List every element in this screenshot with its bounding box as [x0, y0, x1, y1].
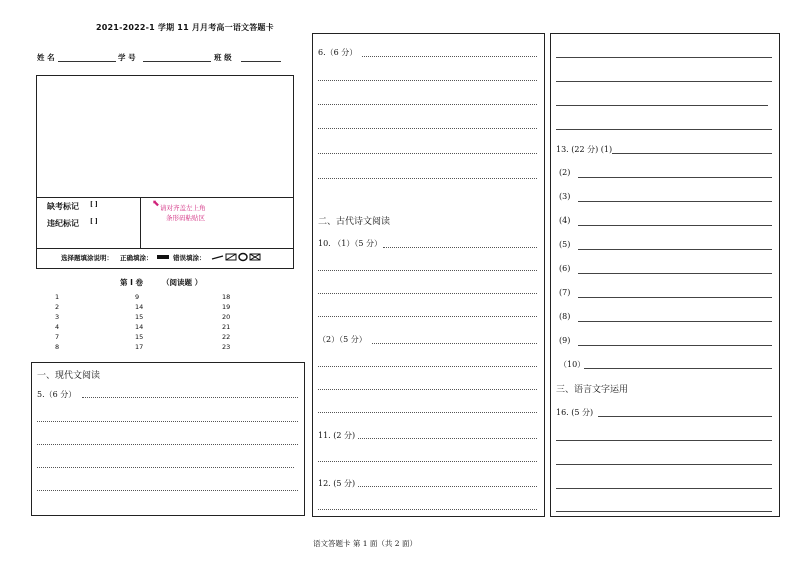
answer-line[interactable] — [578, 321, 772, 322]
answer-line[interactable] — [598, 416, 772, 417]
page-footer: 语文答题卡 第 1 面（共 2 面） — [313, 539, 417, 548]
q10-label: 10. （1）（5 分） — [318, 239, 382, 248]
photo-area — [36, 75, 294, 198]
barcode-note-1: 请对齐盖左上角 — [160, 204, 206, 212]
answer-line[interactable] — [318, 178, 537, 179]
middle-answer-box — [312, 33, 545, 517]
correct-fill-sample — [157, 255, 169, 259]
answer-line[interactable] — [318, 461, 537, 462]
name-field[interactable] — [58, 61, 116, 62]
choice-num: 17 — [135, 343, 144, 351]
answer-line[interactable] — [556, 511, 772, 512]
choice-num: 2 — [55, 303, 60, 311]
answer-line[interactable] — [556, 105, 768, 106]
q11-label: 11. (2 分) — [318, 431, 356, 440]
marks-divider-h — [36, 248, 294, 249]
section-heading: 第 I 卷 — [120, 278, 144, 287]
answer-line[interactable] — [372, 343, 537, 344]
answer-line[interactable] — [383, 247, 537, 248]
q12-label: 12. (5 分) — [318, 479, 356, 488]
modern-reading-box — [31, 362, 305, 516]
absent-box[interactable]: [ ] — [90, 201, 98, 208]
answer-line[interactable] — [556, 57, 772, 58]
choice-num: 22 — [222, 333, 231, 341]
answer-line[interactable] — [362, 56, 537, 57]
student-id-field[interactable] — [143, 61, 211, 62]
answer-line[interactable] — [82, 397, 298, 398]
answer-line[interactable] — [318, 316, 537, 317]
q13-sub-label: (2) — [559, 168, 571, 177]
answer-line[interactable] — [578, 225, 772, 226]
student-id-label: 学 号 — [118, 53, 136, 62]
choice-num: 15 — [135, 313, 144, 321]
answer-line[interactable] — [556, 81, 772, 82]
name-label: 姓 名 — [37, 53, 55, 62]
marks-divider — [140, 198, 141, 248]
answer-line[interactable] — [318, 293, 537, 294]
q16-label: 16. (5 分) — [556, 408, 594, 417]
answer-line[interactable] — [37, 490, 298, 491]
choice-num: 9 — [135, 293, 140, 301]
answer-line[interactable] — [556, 440, 772, 441]
choice-num: 20 — [222, 313, 231, 321]
q13-sub-label: (4) — [559, 216, 571, 225]
choice-num: 23 — [222, 343, 231, 351]
answer-line[interactable] — [578, 177, 772, 178]
q13-label: 13. (22 分) (1) — [556, 145, 613, 154]
classical-heading: 二、古代诗文阅读 — [318, 217, 391, 227]
q13-sub-label: (3) — [559, 192, 571, 201]
choice-num: 7 — [55, 333, 60, 341]
correct-fill-label: 正确填涂： — [120, 254, 153, 262]
answer-line[interactable] — [318, 153, 537, 154]
answer-line[interactable] — [612, 153, 772, 154]
q13-sub-label: (8) — [559, 312, 571, 321]
answer-line[interactable] — [318, 270, 537, 271]
violation-label: 违纪标记 — [47, 218, 79, 228]
class-label: 班 级 — [214, 53, 232, 62]
barcode-note-2: 条形码粘贴区 — [166, 214, 205, 222]
answer-line[interactable] — [37, 444, 298, 445]
choice-num: 19 — [222, 303, 231, 311]
q13-sub-label: (9) — [559, 336, 571, 345]
choice-num: 1 — [55, 293, 60, 301]
corner-arrow-icon: ⬉ — [152, 199, 160, 209]
answer-line[interactable] — [318, 80, 537, 81]
q13-sub-label: (6) — [559, 264, 571, 273]
answer-line[interactable] — [318, 389, 537, 390]
answer-line[interactable] — [578, 249, 772, 250]
answer-line[interactable] — [358, 438, 537, 439]
answer-line[interactable] — [578, 345, 772, 346]
answer-line[interactable] — [37, 467, 294, 468]
answer-line[interactable] — [556, 488, 772, 489]
answer-line[interactable] — [318, 104, 537, 105]
answer-line[interactable] — [318, 412, 537, 413]
sheet-title: 2021-2022-1 学期 11 月月考高一语文答题卡 — [96, 23, 274, 32]
answer-line[interactable] — [578, 273, 772, 274]
answer-line[interactable] — [358, 486, 537, 487]
answer-line[interactable] — [584, 368, 772, 369]
choice-num: 4 — [55, 323, 60, 331]
answer-line[interactable] — [556, 464, 772, 465]
modern-reading-heading: 一、现代文阅读 — [37, 371, 101, 381]
choice-num: 18 — [222, 293, 231, 301]
q5-label: 5.（6 分） — [37, 390, 77, 399]
choice-num: 14 — [135, 303, 144, 311]
choice-num: 21 — [222, 323, 231, 331]
wrong-fill-samples-icon — [210, 252, 270, 262]
wrong-fill-label: 错误填涂： — [173, 254, 206, 262]
answer-line[interactable] — [37, 421, 298, 422]
answer-line[interactable] — [578, 201, 772, 202]
absent-label: 缺考标记 — [47, 201, 79, 211]
choice-num: 15 — [135, 333, 144, 341]
answer-line[interactable] — [318, 366, 537, 367]
answer-line[interactable] — [578, 297, 772, 298]
q13-sub-label: (5) — [559, 240, 571, 249]
q13-sub-label: (7) — [559, 288, 571, 297]
violation-box[interactable]: [ ] — [90, 218, 98, 225]
q6-label: 6.（6 分） — [318, 48, 358, 57]
q13-sub-label: （10） — [559, 360, 586, 369]
fill-instruction: 选择题填涂说明： — [61, 254, 113, 262]
answer-line[interactable] — [556, 129, 772, 130]
answer-line[interactable] — [318, 509, 537, 510]
answer-line[interactable] — [318, 128, 537, 129]
q10-2-label: （2）（5 分） — [318, 335, 367, 344]
choice-num: 8 — [55, 343, 60, 351]
choice-num: 3 — [55, 313, 60, 321]
choice-num: 14 — [135, 323, 144, 331]
section-heading-sub: （阅读题 ） — [162, 278, 203, 287]
class-field[interactable] — [241, 61, 281, 62]
language-use-heading: 三、语言文字运用 — [556, 385, 629, 395]
